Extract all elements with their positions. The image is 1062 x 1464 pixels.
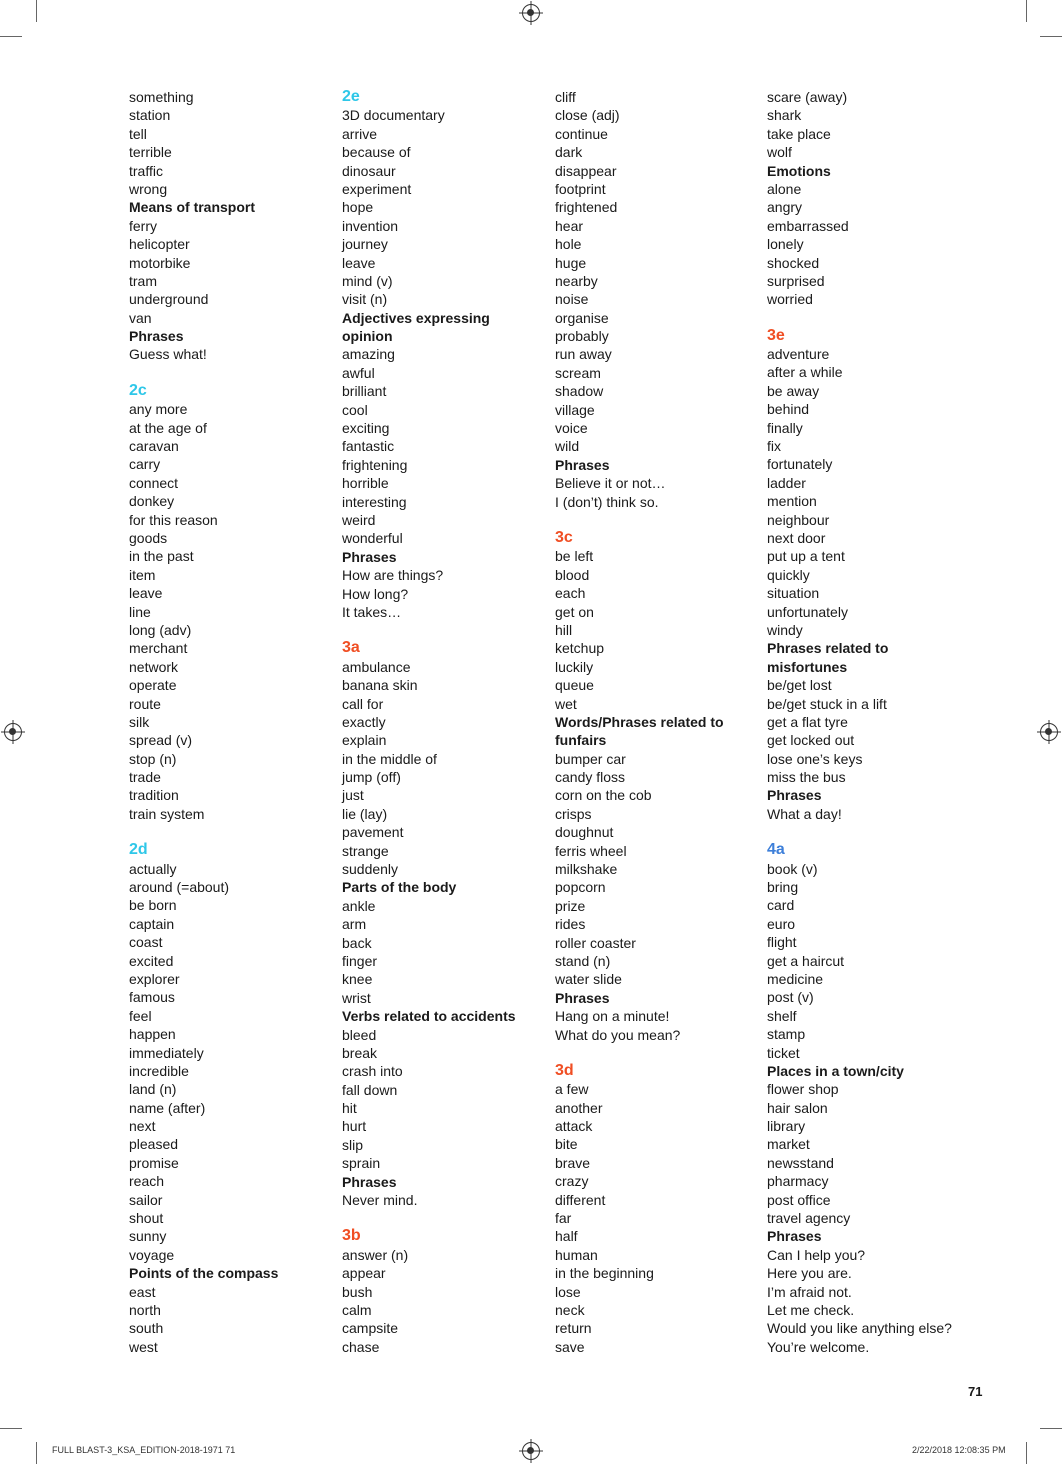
category-heading: Phrases [129, 328, 184, 345]
vocab-word: in the past [129, 548, 194, 565]
vocab-word: frightening [342, 456, 408, 473]
vocab-word: leave [342, 254, 376, 271]
vocab-word: weird [342, 511, 376, 528]
vocab-word: ketchup [555, 640, 605, 657]
section-spacer [767, 823, 967, 841]
registration-mark-icon [1040, 723, 1058, 741]
vocab-word: appear [342, 1265, 386, 1282]
word-list-column-4 [767, 88, 967, 1356]
vocab-word: goods [129, 529, 168, 546]
vocab-word: shelf [767, 1007, 797, 1024]
vocab-word: get a flat tyre [767, 713, 848, 730]
vocab-word: west [129, 1338, 158, 1355]
vocab-word: ladder [767, 474, 806, 491]
vocab-word: neck [555, 1302, 585, 1318]
vocab-word: feel [129, 1007, 152, 1024]
vocab-word: ankle [342, 897, 376, 914]
vocab-word: ferris wheel [555, 842, 627, 859]
crop-mark [1026, 0, 1027, 22]
vocab-word: candy floss [555, 769, 626, 786]
vocab-word: ticket [767, 1044, 800, 1061]
registration-mark-icon [4, 723, 22, 741]
vocab-word: Never mind. [342, 1192, 418, 1209]
vocab-word: ferry [129, 217, 157, 234]
vocab-word: merchant [129, 640, 188, 657]
vocab-word: bush [342, 1283, 373, 1300]
crop-mark [1040, 36, 1062, 37]
vocab-word: What a day! [767, 805, 842, 822]
vocab-word: at the age of [129, 419, 207, 436]
vocab-word: around (=about) [129, 879, 230, 896]
vocab-word: mention [767, 493, 817, 510]
vocab-word: exciting [342, 420, 390, 437]
vocab-word: behind [767, 401, 810, 418]
vocab-word: visit (n) [342, 291, 388, 308]
vocab-word: banana skin [342, 677, 418, 694]
vocab-word: alone [767, 180, 802, 197]
vocab-word: queue [555, 677, 594, 694]
vocab-word: It takes… [342, 603, 402, 620]
vocab-word: save [555, 1338, 585, 1355]
vocab-word: medicine [767, 970, 824, 987]
vocab-word: get a haircut [767, 952, 845, 969]
category-heading: opinion [342, 328, 393, 345]
vocab-word: blood [555, 566, 590, 583]
vocab-word: half [555, 1228, 578, 1245]
print-slug-right: 2/22/2018 12:08:35 PM [912, 1445, 1006, 1455]
crop-mark [0, 1428, 22, 1429]
crop-mark [1026, 1442, 1027, 1464]
vocab-word: Hang on a minute! [555, 1008, 670, 1025]
vocab-word: any more [129, 401, 188, 418]
vocab-word: tell [129, 125, 147, 142]
vocab-word: roller coaster [555, 934, 636, 951]
vocab-word: euro [767, 915, 796, 932]
vocab-word: next [129, 1118, 156, 1135]
vocab-word: trade [129, 769, 161, 786]
vocab-word: You’re welcome. [767, 1338, 870, 1355]
vocab-word: campsite [342, 1320, 399, 1337]
vocab-word: brave [555, 1154, 591, 1171]
vocab-word: get locked out [767, 732, 855, 749]
vocab-word: be left [555, 548, 594, 565]
category-heading: Parts of the body [342, 879, 457, 896]
section-spacer [555, 511, 755, 529]
vocab-word: next door [767, 529, 826, 546]
vocab-word: hole [555, 236, 582, 253]
category-heading: Phrases [555, 989, 610, 1006]
vocab-word: water slide [555, 971, 622, 988]
vocab-word: Can I help you? [767, 1246, 866, 1263]
vocab-word: shark [767, 107, 802, 124]
vocab-word: huge [555, 254, 587, 271]
vocab-word: route [129, 695, 161, 712]
vocab-word: rides [555, 916, 586, 933]
section-label: 3b [342, 1227, 361, 1245]
vocab-word: Would you like anything else? [767, 1320, 952, 1337]
crop-mark [36, 0, 37, 22]
vocab-word: wrist [342, 989, 371, 1006]
vocab-word: caravan [129, 438, 179, 455]
vocab-word: famous [129, 989, 175, 1006]
vocab-word: line [129, 603, 151, 620]
vocab-word: land (n) [129, 1081, 177, 1098]
vocab-word: crisps [555, 805, 592, 822]
vocab-word: situation [767, 585, 820, 602]
vocab-word: ambulance [342, 658, 411, 675]
category-heading: Phrases [342, 1173, 397, 1190]
vocab-word: How are things? [342, 567, 444, 584]
vocab-word: get on [555, 603, 594, 620]
vocab-word: stamp [767, 1026, 806, 1043]
vocab-word: bite [555, 1136, 578, 1153]
vocab-word: book (v) [767, 860, 818, 877]
vocab-word: experiment [342, 180, 412, 197]
vocab-word: village [555, 401, 595, 418]
vocab-word: horrible [342, 475, 389, 492]
vocab-word: pleased [129, 1136, 179, 1153]
vocab-word: wild [555, 438, 580, 455]
section-label: 3c [555, 528, 573, 546]
vocab-word: attack [555, 1118, 593, 1135]
vocab-word: fantastic [342, 438, 395, 455]
category-heading: Phrases [555, 456, 610, 473]
vocab-word: embarrassed [767, 217, 849, 234]
vocab-word: corn on the cob [555, 787, 652, 804]
vocab-word: angry [767, 199, 803, 216]
vocab-word: popcorn [555, 879, 606, 896]
vocab-word: arrive [342, 125, 378, 142]
vocab-word: explorer [129, 970, 180, 987]
vocab-word: answer (n) [342, 1246, 409, 1263]
vocab-word: each [555, 585, 586, 602]
vocab-word: connect [129, 474, 179, 491]
vocab-word: sprain [342, 1155, 381, 1172]
vocab-word: sunny [129, 1228, 167, 1245]
category-heading: Verbs related to accidents [342, 1008, 516, 1025]
vocab-word: mind (v) [342, 272, 393, 289]
vocab-word: hair salon [767, 1099, 828, 1116]
vocab-word: hurt [342, 1118, 367, 1135]
category-heading: Phrases related to [767, 640, 889, 657]
vocab-word: excited [129, 952, 174, 969]
vocab-word: hill [555, 621, 573, 638]
vocab-word: probably [555, 328, 609, 345]
crop-mark [36, 1442, 37, 1464]
vocab-word: long (adv) [129, 621, 192, 638]
vocab-word: hit [342, 1100, 357, 1117]
vocab-word: wrong [129, 180, 168, 197]
vocab-word: dark [555, 144, 583, 161]
vocab-word: name (after) [129, 1099, 206, 1116]
vocab-word: quickly [767, 566, 810, 583]
vocab-word: happen [129, 1026, 176, 1043]
category-heading: Phrases [767, 1228, 822, 1245]
category-heading: Adjectives expressing [342, 309, 490, 326]
vocab-word: flight [767, 934, 797, 951]
vocab-word: underground [129, 291, 209, 308]
vocab-word: nearby [555, 272, 598, 289]
vocab-word: another [555, 1099, 603, 1116]
vocab-word: post (v) [767, 989, 814, 1006]
vocab-word: reach [129, 1173, 165, 1190]
vocab-word: bring [767, 879, 799, 896]
word-list-column-2 [342, 88, 542, 1356]
vocab-word: cliff [555, 89, 576, 105]
vocab-word: Here you are. [767, 1265, 852, 1282]
section-label: 3e [767, 326, 785, 344]
vocab-word: surprised [767, 272, 825, 289]
vocab-word: promise [129, 1154, 179, 1171]
registration-mark-icon [522, 4, 540, 22]
category-heading: Phrases [342, 548, 397, 565]
vocab-word: milkshake [555, 861, 618, 878]
vocab-word: library [767, 1118, 806, 1135]
category-heading: Emotions [767, 162, 831, 179]
vocab-word: carry [129, 456, 161, 473]
vocab-word: coast [129, 934, 163, 951]
vocab-word: shadow [555, 383, 604, 400]
vocab-word: different [555, 1191, 606, 1208]
vocab-word: tram [129, 272, 157, 289]
vocab-word: I (don’t) think so. [555, 493, 659, 510]
vocab-word: hear [555, 217, 584, 234]
vocab-word: fix [767, 438, 781, 455]
vocab-word: close (adj) [555, 107, 620, 124]
section-spacer [555, 1044, 755, 1062]
vocab-word: slip [342, 1136, 364, 1153]
vocab-word: voice [555, 420, 588, 437]
vocab-word: van [129, 309, 152, 326]
vocab-word: fall down [342, 1081, 398, 1098]
vocab-word: exactly [342, 713, 386, 730]
vocab-word: adventure [767, 346, 830, 363]
crop-mark [0, 36, 22, 37]
vocab-word: lie (lay) [342, 805, 388, 822]
section-label: 2d [129, 841, 148, 859]
vocab-word: continue [555, 125, 608, 142]
vocab-word: lonely [767, 236, 804, 253]
vocab-word: footprint [555, 180, 606, 197]
section-spacer [342, 1209, 542, 1227]
vocab-word: tradition [129, 787, 179, 804]
vocab-word: scare (away) [767, 89, 848, 105]
vocab-word: run away [555, 346, 612, 363]
vocab-word: silk [129, 713, 150, 730]
vocab-word: just [342, 787, 364, 804]
vocab-word: motorbike [129, 254, 191, 271]
vocab-word: jump (off) [342, 769, 401, 786]
vocab-word: far [555, 1210, 572, 1227]
section-label: 3a [342, 639, 360, 657]
vocab-word: market [767, 1136, 810, 1153]
vocab-word: immediately [129, 1044, 204, 1061]
vocab-word: scream [555, 364, 601, 381]
vocab-word: stop (n) [129, 750, 177, 767]
vocab-word: donkey [129, 493, 175, 510]
vocab-word: shocked [767, 254, 820, 271]
vocab-word: finger [342, 952, 378, 969]
vocab-word: What do you mean? [555, 1026, 681, 1043]
vocab-word: call for [342, 695, 384, 712]
vocab-word: Guess what! [129, 346, 207, 363]
vocab-word: take place [767, 125, 831, 142]
category-heading: Points of the compass [129, 1265, 279, 1282]
category-heading: Places in a town/city [767, 1062, 904, 1079]
vocab-word: journey [342, 236, 388, 253]
vocab-word: terrible [129, 144, 172, 161]
vocab-word: in the middle of [342, 750, 437, 767]
vocab-word: dinosaur [342, 162, 396, 179]
section-spacer [129, 364, 329, 382]
vocab-word: miss the bus [767, 769, 846, 786]
category-heading: misfortunes [767, 658, 848, 675]
vocab-word: item [129, 566, 156, 583]
word-list-column-3 [555, 88, 755, 1356]
vocab-word: explain [342, 732, 387, 749]
vocab-word: pharmacy [767, 1173, 829, 1190]
vocab-word: train system [129, 805, 205, 822]
vocab-word: How long? [342, 585, 409, 602]
vocab-word: card [767, 897, 795, 914]
vocab-word: cool [342, 401, 368, 418]
vocab-word: back [342, 934, 372, 951]
vocab-word: doughnut [555, 824, 614, 841]
vocab-word: east [129, 1283, 156, 1300]
vocab-word: south [129, 1320, 164, 1337]
vocab-word: neighbour [767, 511, 830, 528]
vocab-word: leave [129, 585, 163, 602]
vocab-word: strange [342, 842, 389, 859]
vocab-word: crazy [555, 1173, 589, 1190]
vocab-word: be born [129, 897, 177, 914]
vocab-word: newsstand [767, 1154, 834, 1171]
vocab-word: chase [342, 1338, 380, 1355]
vocab-word: north [129, 1302, 161, 1318]
section-label: 2c [129, 381, 147, 399]
vocab-word: human [555, 1246, 598, 1263]
print-slug-left: FULL BLAST-3_KSA_EDITION-2018-1971 71 [52, 1445, 236, 1455]
vocab-word: actually [129, 860, 177, 877]
vocab-word: return [555, 1320, 592, 1337]
crop-mark [1040, 1428, 1062, 1429]
vocab-word: wet [555, 695, 577, 712]
vocab-word: pavement [342, 824, 404, 841]
vocab-word: wonderful [342, 530, 403, 547]
vocab-word: traffic [129, 162, 163, 179]
vocab-word: incredible [129, 1062, 189, 1079]
vocab-word: after a while [767, 364, 843, 381]
category-heading: Phrases [767, 787, 822, 804]
vocab-word: awful [342, 364, 375, 381]
vocab-word: worried [767, 291, 813, 308]
vocab-word: be away [767, 382, 820, 399]
vocab-word: be/get stuck in a lift [767, 695, 887, 712]
vocab-word: knee [342, 971, 373, 988]
vocab-word: bumper car [555, 750, 626, 767]
vocab-word: network [129, 658, 179, 675]
vocab-word: wolf [767, 144, 792, 161]
vocab-word: a few [555, 1081, 589, 1098]
section-spacer [767, 309, 967, 327]
vocab-word: brilliant [342, 383, 387, 400]
category-heading: funfairs [555, 732, 607, 749]
section-label: 4a [767, 841, 785, 859]
vocab-word: 3D documentary [342, 107, 445, 124]
vocab-word: captain [129, 915, 175, 932]
vocab-word: hope [342, 199, 374, 216]
vocab-word: unfortunately [767, 603, 848, 620]
vocab-word: noise [555, 291, 589, 308]
vocab-word: interesting [342, 493, 407, 510]
section-spacer [129, 823, 329, 841]
word-list-column-1 [129, 88, 329, 1356]
vocab-word: organise [555, 309, 609, 326]
vocab-word: something [129, 89, 194, 105]
vocab-word: Believe it or not… [555, 475, 666, 492]
vocab-word: windy [767, 621, 803, 638]
vocab-word: lose [555, 1283, 581, 1300]
vocab-word: luckily [555, 658, 594, 675]
vocab-word: bleed [342, 1026, 377, 1043]
vocab-word: sailor [129, 1191, 163, 1208]
vocab-word: invention [342, 217, 399, 234]
vocab-word: in the beginning [555, 1265, 654, 1282]
category-heading: Words/Phrases related to [555, 713, 724, 730]
vocab-word: amazing [342, 346, 395, 363]
vocab-word: stand (n) [555, 952, 611, 969]
vocab-word: voyage [129, 1246, 175, 1263]
vocab-word: for this reason [129, 511, 218, 528]
vocab-word: be/get lost [767, 677, 832, 694]
vocab-word: disappear [555, 162, 617, 179]
vocab-word: frightened [555, 199, 618, 216]
vocab-word: crash into [342, 1063, 403, 1080]
section-spacer [342, 621, 542, 639]
vocab-word: arm [342, 916, 367, 933]
vocab-word: helicopter [129, 236, 190, 253]
vocab-word: put up a tent [767, 548, 845, 565]
vocab-word: flower shop [767, 1081, 839, 1098]
vocab-word: because of [342, 144, 411, 161]
vocab-word: operate [129, 677, 177, 694]
vocab-word: calm [342, 1302, 372, 1318]
vocab-word: travel agency [767, 1210, 851, 1227]
vocab-word: suddenly [342, 861, 399, 878]
vocab-word: lose one’s keys [767, 750, 863, 767]
registration-mark-icon [522, 1442, 540, 1460]
vocab-word: fortunately [767, 456, 833, 473]
category-heading: Means of transport [129, 199, 256, 216]
vocab-word: shout [129, 1210, 164, 1227]
vocab-word: spread (v) [129, 732, 193, 749]
page-number: 71 [968, 1384, 983, 1399]
section-label: 2e [342, 88, 360, 105]
vocab-word: post office [767, 1191, 831, 1208]
vocab-word: Let me check. [767, 1302, 855, 1318]
vocab-word: finally [767, 419, 803, 436]
vocab-word: prize [555, 897, 586, 914]
vocab-word: break [342, 1044, 378, 1061]
vocab-word: station [129, 107, 171, 124]
vocab-word: I’m afraid not. [767, 1283, 852, 1300]
section-label: 3d [555, 1061, 574, 1079]
